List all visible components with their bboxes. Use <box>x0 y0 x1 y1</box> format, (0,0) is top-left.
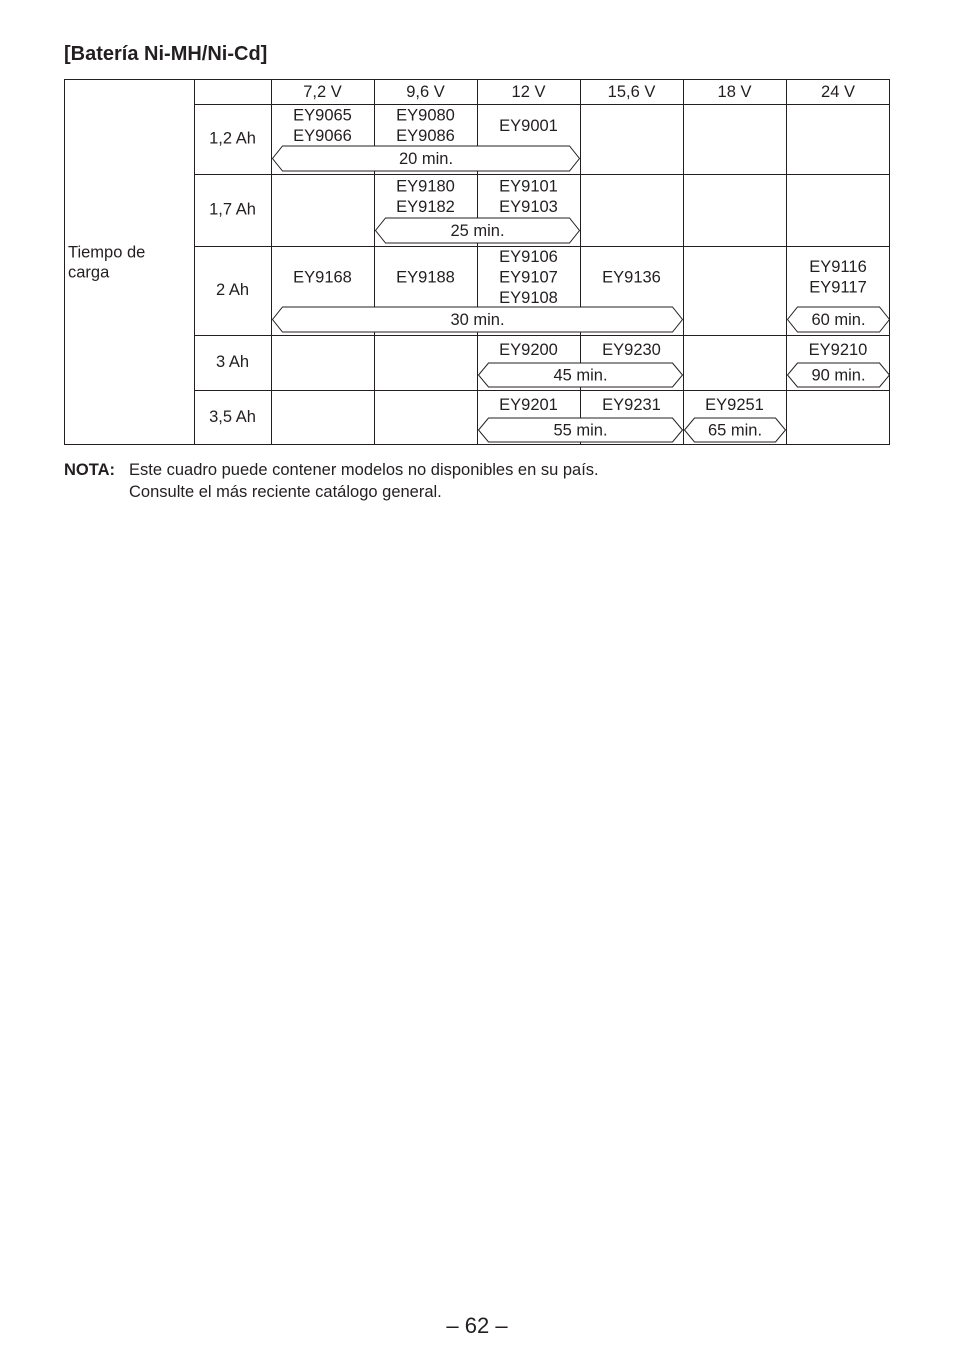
model-number: EY9200 <box>499 340 558 359</box>
voltage-header: 24 V <box>821 82 855 101</box>
capacity-label: 3,5 Ah <box>209 407 256 426</box>
note-text-1: Este cuadro puede contener modelos no disponibles en su país. <box>129 461 599 479</box>
voltage-header: 18 V <box>717 82 752 101</box>
capacity-label: 3 Ah <box>215 352 250 371</box>
model-number: EY9210 <box>808 340 868 359</box>
model-number: EY9001 <box>499 116 558 135</box>
capacity-label: 1,2 Ah <box>209 129 256 148</box>
model-number: EY9180 <box>396 177 455 196</box>
voltage-header: 7,2 V <box>303 82 342 101</box>
model-number: EY9065 <box>293 106 352 125</box>
model-number: EY9231 <box>602 395 661 414</box>
model-number: EY9230 <box>602 340 661 359</box>
model-number: EY9136 <box>602 268 661 287</box>
capacity-label: 2 Ah <box>215 280 250 299</box>
note-line-1 <box>64 459 599 481</box>
model-number: EY9080 <box>396 106 455 125</box>
note <box>64 459 599 503</box>
charge-time-label: 25 min. <box>450 221 505 240</box>
model-number: EY9182 <box>396 198 455 217</box>
voltage-header: 12 V <box>511 82 546 101</box>
page-title: [Batería Ni-MH/Ni-Cd] <box>64 43 268 65</box>
capacity-label: 1,7 Ah <box>209 200 256 219</box>
charge-time-label: 90 min. <box>811 366 866 385</box>
charge-time-label: 45 min. <box>553 366 608 385</box>
row-header-label: Tiempo de <box>68 243 146 262</box>
note-text-2: Consulte el más reciente catálogo general. <box>129 483 442 501</box>
model-number: EY9188 <box>396 268 455 287</box>
page-number: – 62 – <box>446 1313 508 1338</box>
model-number: EY9101 <box>499 177 558 196</box>
charge-time-label: 20 min. <box>398 149 454 168</box>
voltage-header: 15,6 V <box>607 82 656 101</box>
charge-time-label: 65 min. <box>707 421 763 440</box>
model-number: EY9106 <box>499 247 558 266</box>
model-number: EY9066 <box>293 127 352 146</box>
model-number: EY9117 <box>809 278 867 297</box>
note-label: NOTA: <box>64 461 116 479</box>
model-number: EY9107 <box>499 268 558 287</box>
voltage-header: 9,6 V <box>406 82 445 101</box>
model-number: EY9168 <box>293 268 352 287</box>
charging-time-table <box>0 0 954 460</box>
model-number: EY9251 <box>705 395 764 414</box>
charge-time-label: 60 min. <box>811 310 866 329</box>
charge-time-label: 55 min. <box>553 421 608 440</box>
charge-time-label: 30 min. <box>450 310 505 329</box>
row-header-label: carga <box>68 263 110 282</box>
model-number: EY9086 <box>396 127 455 146</box>
model-number: EY9201 <box>499 395 558 414</box>
model-number: EY9116 <box>809 258 867 277</box>
model-number: EY9103 <box>499 198 558 217</box>
model-number: EY9108 <box>499 288 558 307</box>
